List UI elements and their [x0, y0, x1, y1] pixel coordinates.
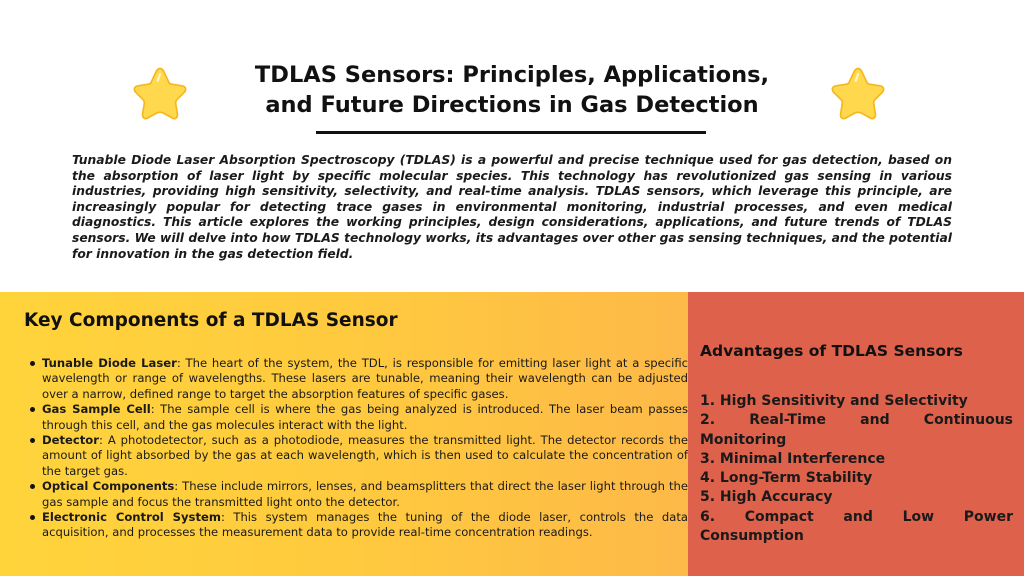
- list-item: [42, 433, 688, 479]
- component-term: Electronic Control System: [42, 510, 221, 525]
- list-item: [42, 356, 688, 402]
- component-term: Tunable Diode Laser: [42, 356, 177, 370]
- components-heading: Key Components of a TDLAS Sensor: [24, 310, 398, 331]
- advantages-list: [700, 392, 1013, 546]
- component-description: : These include mirrors, lenses, and beamsplitters that direct the laser light through the gas sample and focus the transmitted light onto the detector.: [42, 479, 689, 509]
- list-item: 3. Minimal Interference: [700, 450, 886, 467]
- component-term: Optical Components: [42, 479, 175, 494]
- component-description: : The sample cell is where the gas being analyzed is introduced. The laser beam passes through this cell, and the gas molecules interact with the light.: [42, 402, 688, 432]
- list-item: 2. Real-Time and Continuous Monitoring: [700, 412, 1013, 448]
- component-description: : The heart of the system, the TDL, is responsible for emitting laser light at a specific wavelength or range of wavelengths. These lasers are tunable, meaning their wavelength can be adjusted over a narrow, defined range to target the absorption features of specific gases.: [42, 356, 688, 401]
- component-term: Gas Sample Cell: [42, 402, 151, 417]
- star-icon: [830, 64, 886, 120]
- title-underline: [316, 131, 706, 134]
- list-item: [42, 510, 688, 541]
- page-title: [190, 60, 834, 120]
- components-list: [28, 356, 688, 541]
- star-icon: [132, 64, 188, 120]
- list-item: [42, 479, 688, 510]
- component-description: : A photodetector, such as a photodiode, measures the transmitted light. The detector records the amount of light absorbed by the gas at each wavelength, which is then used to calculate the concentration of the target gas.: [42, 433, 688, 478]
- advantages-heading: Advantages of TDLAS Sensors: [700, 342, 963, 360]
- title-line-1: TDLAS Sensors: Principles, Applications,: [254, 62, 770, 88]
- list-item: 4. Long-Term Stability: [700, 470, 873, 487]
- title-line-2: and Future Directions in Gas Detection: [265, 92, 759, 118]
- key-components-panel: [0, 292, 688, 576]
- advantages-panel: [688, 292, 1024, 576]
- intro-paragraph: Tunable Diode Laser Absorption Spectroscopy (TDLAS) is a powerful and precise technique used for gas detection, based on the absorption of laser light by specific molecular species. This technology has revolutionized gas sensing in various industries, providing high sensitivity, selectivity, and real-time analysis. TDLAS sensors, which leverage this principle, are increasingly popular for detecting trace gases in environmental monitoring, industrial processes, and even medical diagnostics. This article explores the working principles, design considerations, applications, and future trends of TDLAS sensors. We will delve into how TDLAS technology works, its advantages over other gas sensing techniques, and the potential for innovation in the gas detection field.: [72, 153, 952, 261]
- list-item: [42, 402, 688, 433]
- list-item: 1. High Sensitivity and Selectivity: [700, 393, 968, 409]
- list-item: 6. Compact and Low Power Consumption: [700, 508, 1013, 545]
- list-item: 5. High Accuracy: [700, 489, 833, 506]
- component-term: Detector: [42, 433, 99, 448]
- component-description: : This system manages the tuning of the diode laser, controls the data acquisition, and processes the measurement data to provide real-time concentration readings.: [42, 510, 688, 540]
